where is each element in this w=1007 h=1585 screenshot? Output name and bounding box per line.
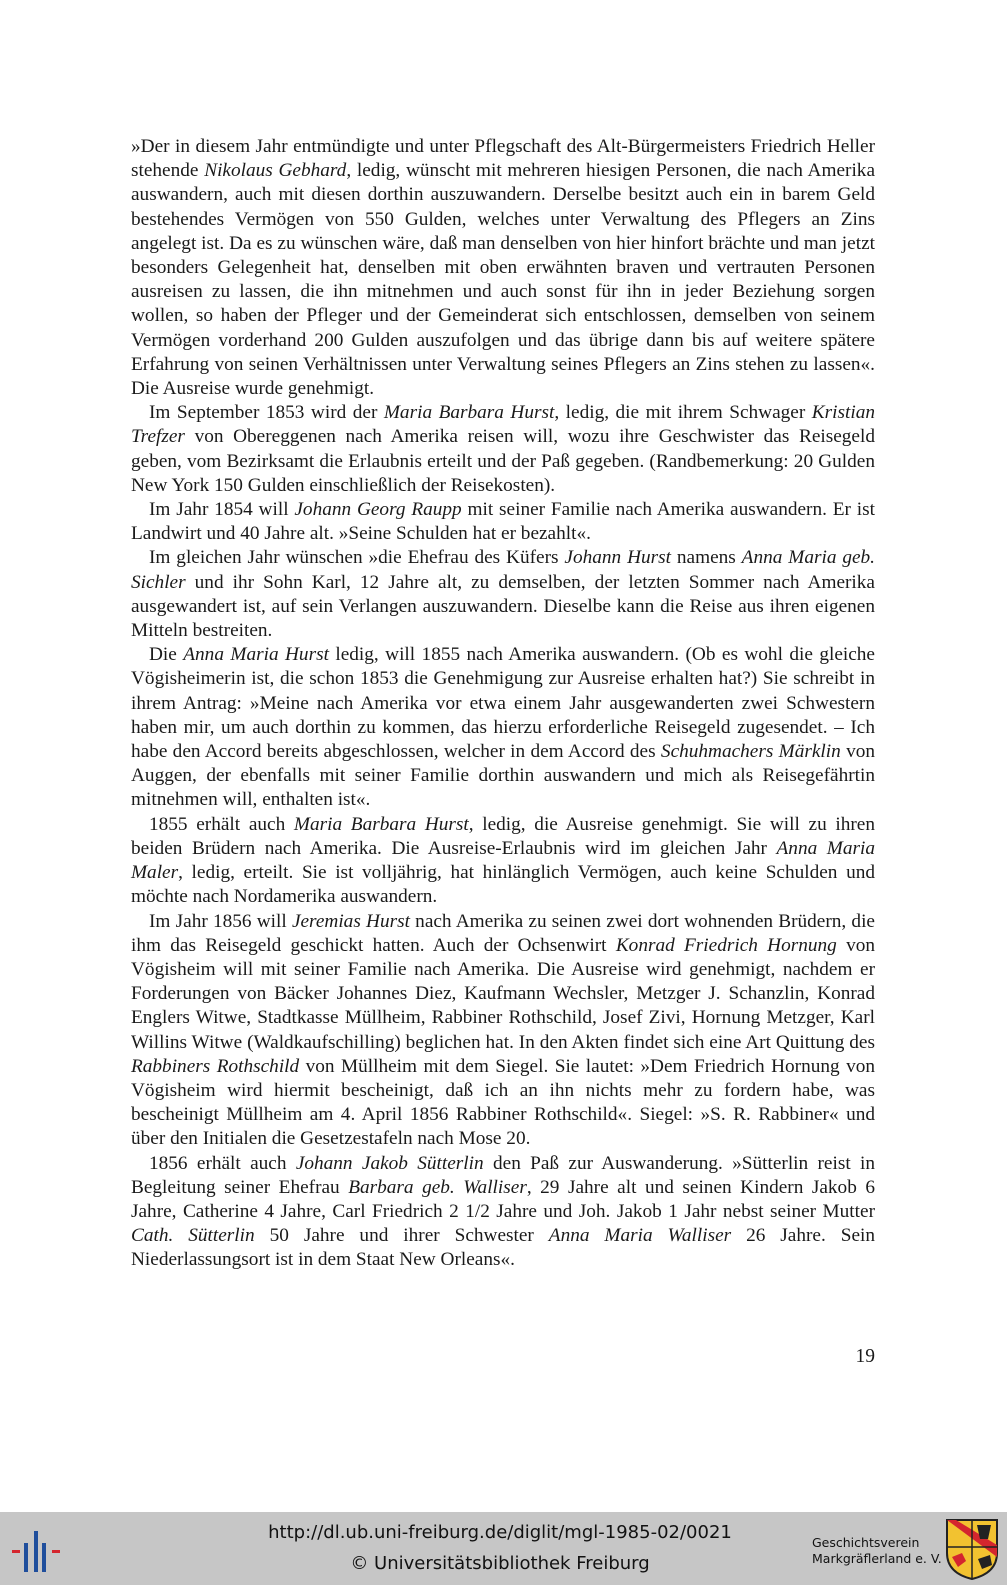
text-run: Im gleichen Jahr wünschen »die Ehefrau des Küfers [149,547,565,569]
italic-name: Johann Hurst [564,547,671,569]
italic-name: Cath. Sütterlin [131,1225,255,1247]
text-run: nach Amerika zu seinen zwei dort wohnenden Brüdern, die ihm das Reisegeld geschickt hatten. Auch der Ochsenwirt [131,910,875,956]
text-run: , 29 Jahre alt und seinen Kindern Jakob 6 Jahre, Catherine 4 Jahre, Carl Friedrich 2 1/2 Jahre und Joh. Jakob 1 Jahr nebst seiner Mutter [131,1176,875,1222]
text-run: , ledig, die mit ihrem Schwager [554,402,812,424]
text-run: von Vögisheim will mit seiner Familie nach Amerika. Die Ausreise wird genehmigt, nachdem er Forderungen von Bäcker Johannes Diez, Kaufmann Wechsler, Metzger J. Schanzlin, Konrad Englers Witwe, Stadtkasse Müllheim, Rabbiner Rothschild, Josef Zivi, Hornung Metzger, Karl Willins Witwe (Waldkaufschilling) beglichen hat. In den Akten findet sich eine Art Quittung des [131,934,876,1053]
italic-name: Kristian Trefzer [131,402,875,448]
italic-name: Nikolaus Gebhard [204,160,347,182]
italic-name: Barbara geb. Walliser [348,1176,527,1198]
text-run: 1855 erhält auch [149,813,294,835]
text-run: Die [149,644,184,666]
body-text [131,135,875,1273]
text-run: Im Jahr 1854 will [149,499,295,521]
paragraph [131,910,875,1152]
paragraph [131,401,875,498]
italic-name: Maria Barbara Hurst [293,813,469,835]
italic-name: Anna Maria Walliser [548,1225,732,1247]
text-run: 1856 erhält auch [149,1152,296,1174]
text-run: 26 Jahre. Sein Niederlassungsort ist in dem Staat New Orleans«. [131,1225,875,1271]
paragraph [131,813,875,910]
paragraph [131,1152,875,1273]
text-run: und ihr Sohn Karl, 12 Jahre alt, zu demselben, der letzten Sommer nach Amerika ausgewandert ist, auf sein Verlangen auszuwandern. Dieselbe kann die Reise aus ihren eigenen Mitteln bestreiten. [131,571,875,642]
permalink-url[interactable]: http://dl.ub.uni-freiburg.de/diglit/mgl-1985-02/0021 [268,1522,732,1543]
paragraph [131,135,875,401]
text-run: mit seiner Familie nach Amerika auswandern. Er ist Landwirt und 40 Jahre alt. »Seine Schulden hat er bezahlt«. [131,499,875,545]
paragraph [131,643,875,812]
text-run: »Der in diesem Jahr entmündigte und unter Pflegschaft des Alt-Bürgermeisters Friedrich Heller stehende [131,136,875,182]
text-run: namens [671,547,742,569]
text-run: von Müllheim mit dem Siegel. Sie lautet: »Dem Friedrich Hornung von Vögisheim wird hiermit bescheinigt, daß ich an ihn nichts mehr zu fordern habe, was bescheinigt Müllheim am 4. April 1856 Rabbiner Rothschild«. Siegel: »S. R. Rabbiner« und über den Initialen die Gesetzestafeln nach Mose 20. [131,1055,875,1150]
text-run: , ledig, erteilt. Sie ist volljährig, hat hinlänglich Vermögen, auch keine Schulden und möchte nach Nordamerika auswandern. [131,862,875,908]
italic-name: Konrad Friedrich Hornung [615,934,837,956]
footer-bar [0,1512,1007,1585]
italic-name: Schuhmachers Märklin [660,741,841,763]
italic-name: Johann Georg Raupp [294,499,462,521]
text-run: Im Jahr 1856 will [149,910,292,932]
italic-name: Maria Barbara Hurst [383,402,555,424]
paragraph [131,498,875,546]
italic-name: Jeremias Hurst [291,910,410,932]
society-name [812,1535,942,1567]
text-run: ledig, will 1855 nach Amerika auswandern. (Ob es wohl die gleiche Vögisheimerin ist, die schon 1853 die Genehmigung zur Ausreise erhalten hat?) Sie schreibt in ihrem Antrag: »Meine nach Amerika vor etwa einem Jahr ausgewanderten zwei Schwestern haben mir, um auch dorthin zu kommen, das hierzu erforderliche Reisegeld zugesendet. – Ich habe den Accord bereits abgeschlossen, welcher in dem Accord des [131,644,875,763]
text-run: den Paß zur Auswanderung. »Sütterlin reist in Begleitung seiner Ehefrau [131,1152,876,1198]
page-number: 19 [855,1346,875,1367]
text-run: , ledig, die Ausreise genehmigt. Sie will zu ihren beiden Brüdern nach Amerika. Die Ausreise-Erlaubnis wird im gleichen Jahr [131,813,876,859]
text-run: von Obereggenen nach Amerika reisen will, wozu ihre Geschwister das Reisegeld geben, vom Bezirksamt die Erlaubnis erteilt und der Paß gegeben. (Randbemerkung: 20 Gulden New York 150 Gulden einschließlich der Reisekosten). [131,426,875,496]
society-name-line2: Markgräflerland e. V. [812,1551,942,1566]
italic-name: Rabbiners Rothschild [131,1055,300,1077]
paragraph [131,546,875,643]
italic-name: Anna Maria Hurst [183,644,329,666]
italic-name: Johann Jakob Sütterlin [295,1152,484,1174]
text-run: Im September 1853 wird der [149,402,384,424]
italic-name: Anna Maria Maler [131,837,875,884]
coat-of-arms-icon [944,1517,1000,1581]
text-run: , ledig, wünscht mit mehreren hiesigen Personen, die nach Amerika auswandern, auch mit diesen dorthin auszuwandern. Derselbe besitzt auch ein in barem Geld bestehendes Vermögen von 550 Gulden, welches unter Verwaltung des Pflegers an Zins angelegt ist. Da es zu wünschen wäre, daß man denselben von hier hinfort brächte und man jetzt besonders Gelegenheit hat, denselben mit oben erwähnten braven und vertrauten Personen ausreisen zu lassen, die ihn mitnehmen und auch sonst für ihn in jeder Beziehung sorgen wollen, so haben der Pfleger und der Gemeinderat sich entschlossen, demselben von seinem Vermögen vorderhand 200 Gulden auszufolgen und das übrige dann bis auf weitere spätere Erfahrung von seinen Verhältnissen unter Verwaltung seines Pflegers an Zins stehen zu lassen«. Die Ausreise wurde genehmigt. [131,160,876,400]
text-run: 50 Jahre und ihrer Schwester [254,1225,549,1247]
italic-name: Anna Maria geb. Sichler [131,547,876,593]
text-run: von Auggen, der ebenfalls mit seiner Familie dorthin auswandern und mich als Reisegefährtin mitnehmen will, enthalten ist«. [131,741,875,811]
ub-freiburg-logo-icon [10,1529,66,1574]
society-name-line1: Geschichtsverein [812,1535,920,1550]
copyright-text: © Universitätsbibliothek Freiburg [350,1553,650,1574]
